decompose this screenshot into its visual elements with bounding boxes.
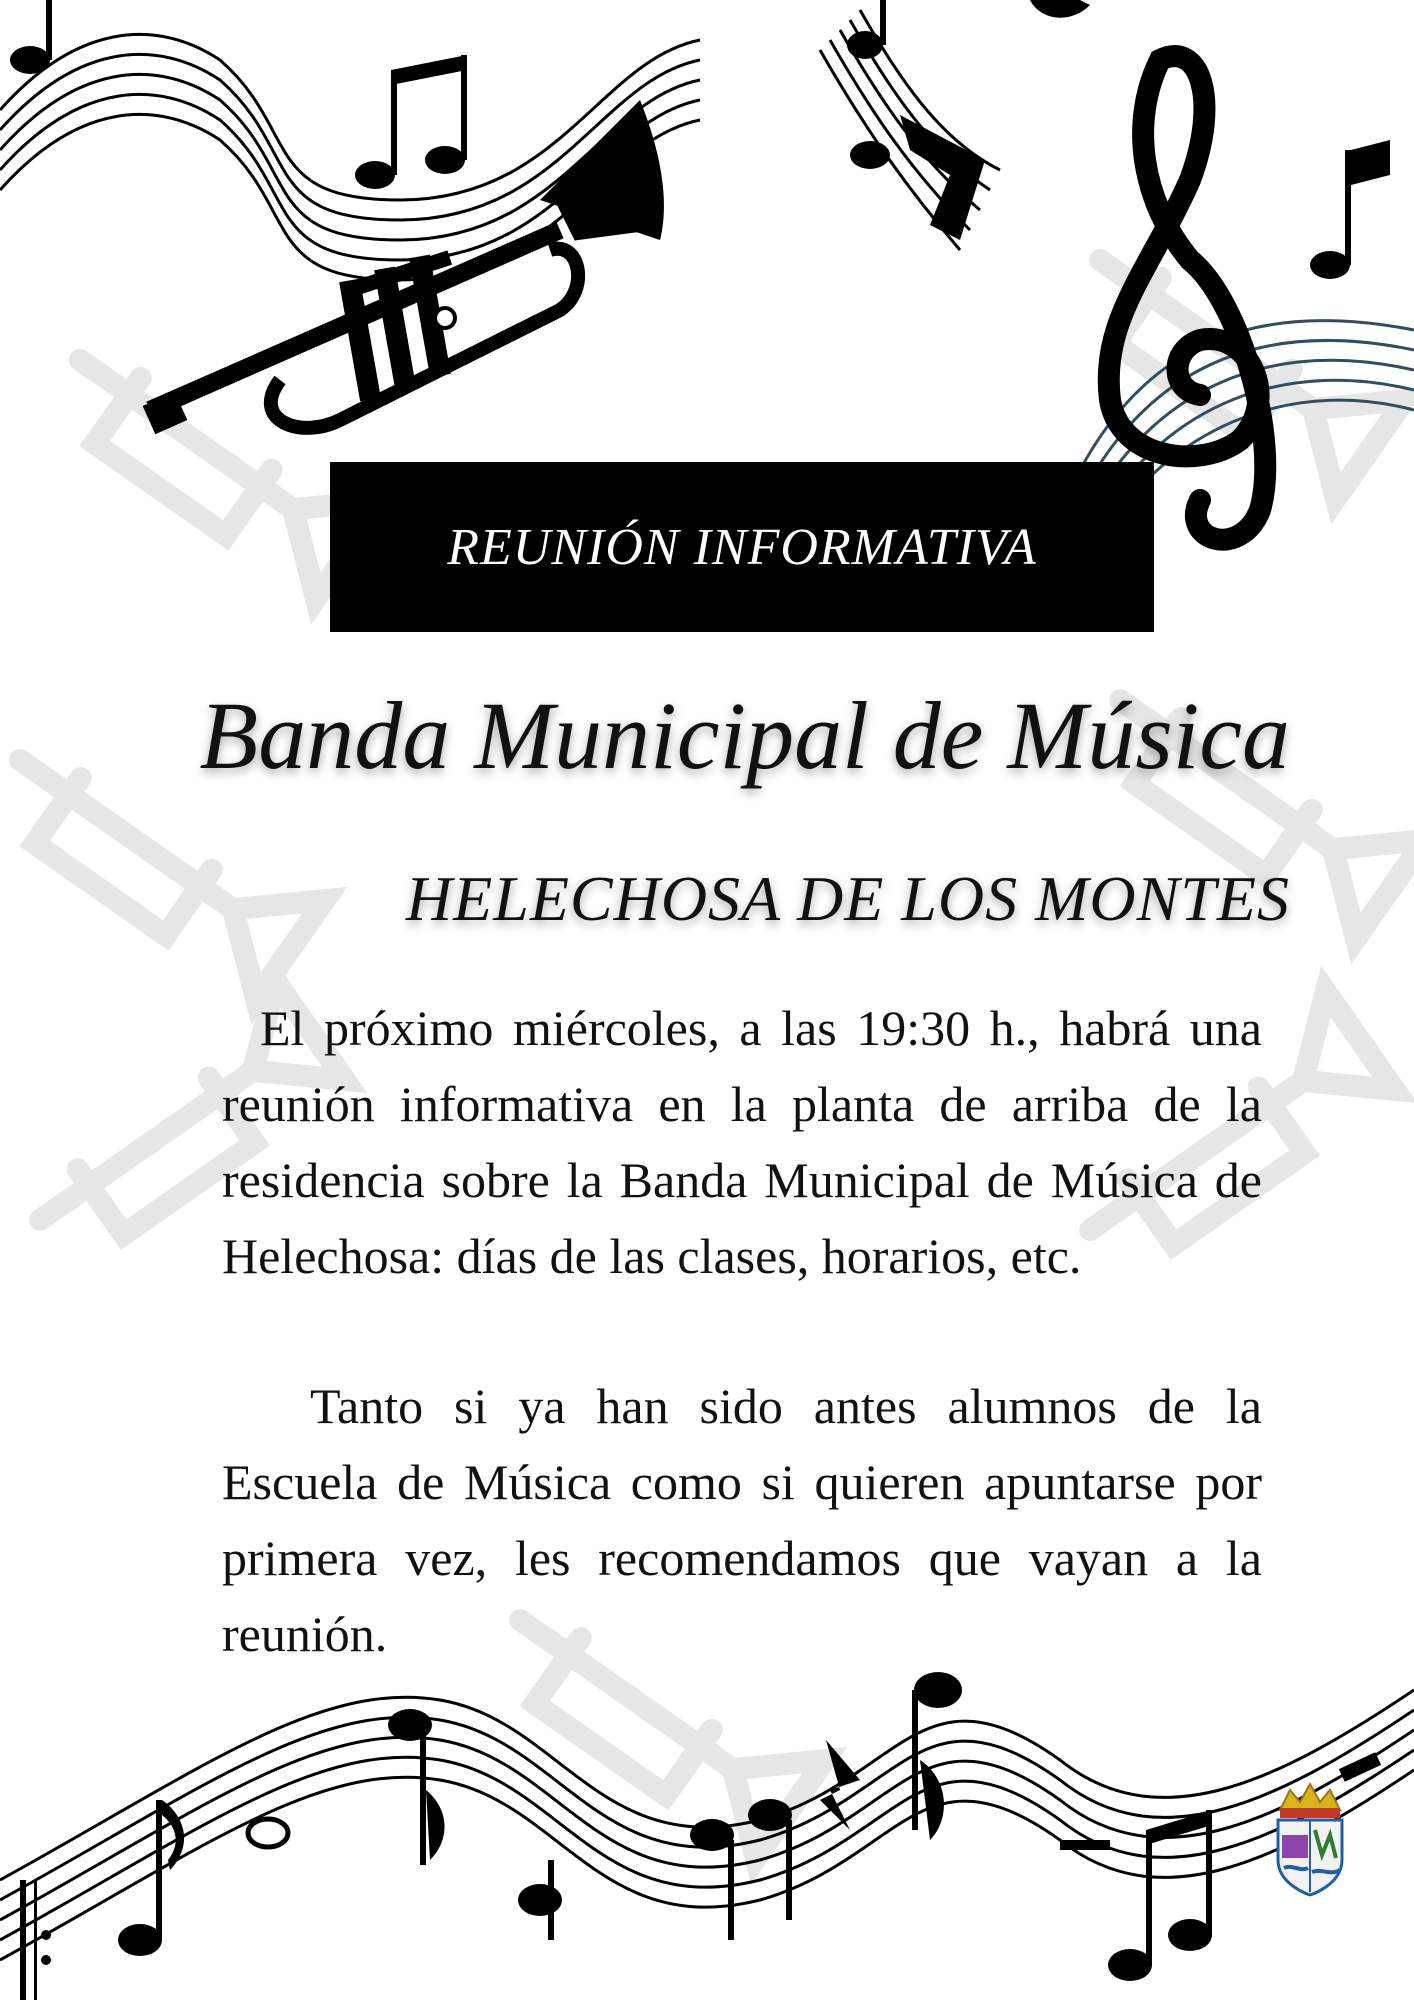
invitation-paragraph: Tanto si ya han sido antes alumnos de la Escuela de Música como si quieren apuntarse por primera vez, les recomendamos que vayan a la reunión.	[222, 1378, 1262, 1662]
meeting-banner	[330, 462, 1154, 632]
banner-label: REUNIÓN INFORMATIVA	[447, 518, 1037, 576]
coat-of-arms-icon	[1270, 1780, 1350, 1900]
announcement-paragraph: El próximo miércoles, a las 19:30 h., habrá una reunión informativa en la planta de arriba de la residencia sobre la Banda Municipal de Música de Helechosa: días de las clases, horarios, etc.	[222, 1000, 1262, 1284]
page-title: Banda Municipal de Música	[199, 682, 1290, 789]
town-name: HELECHOSA DE LOS MONTES	[405, 863, 1290, 934]
